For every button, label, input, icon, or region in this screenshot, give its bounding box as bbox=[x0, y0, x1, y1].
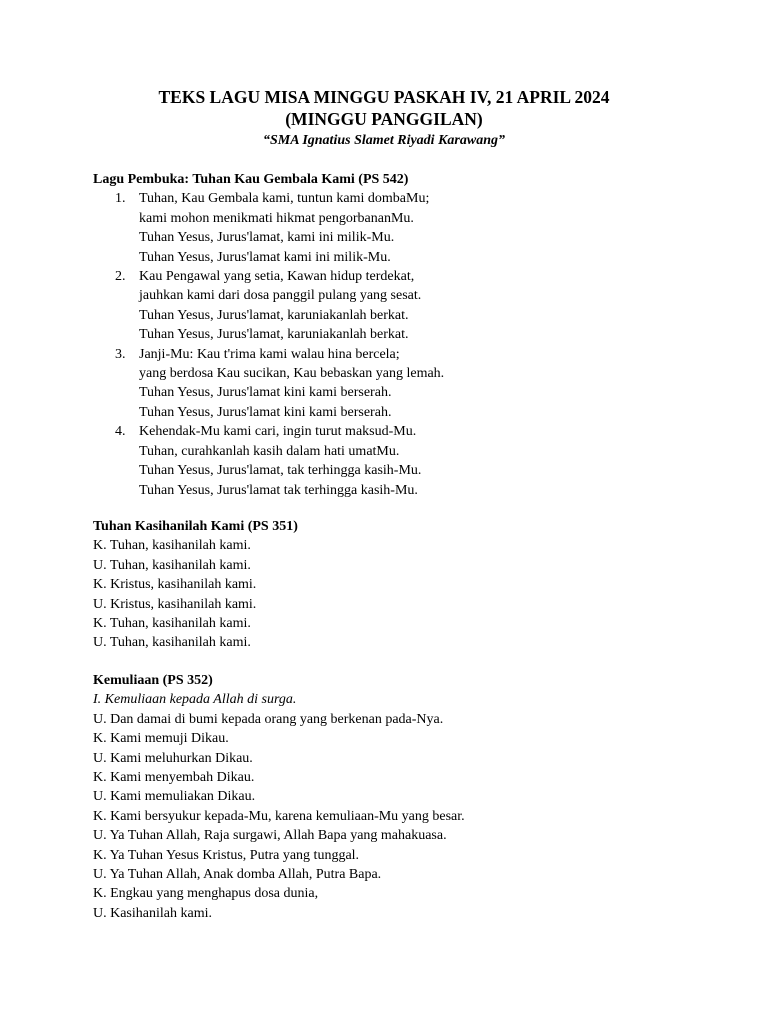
verse-number: 1. bbox=[115, 191, 126, 207]
section-gloria bbox=[93, 671, 713, 923]
response-line: U. Kristus, kasihanilah kami. bbox=[93, 596, 257, 612]
response-line: U. Kami memuliakan Dikau. bbox=[93, 789, 256, 805]
verse-line: jauhkan kami dari dosa panggil pulang yang sesat. bbox=[139, 288, 422, 304]
verse-line: Tuhan Yesus, Jurus'lamat tak terhingga kasih-Mu. bbox=[139, 482, 418, 498]
document-title-line1: TEKS LAGU MISA MINGGU PASKAH IV, 21 APRIL 2024 bbox=[158, 87, 610, 107]
document-title-line2: (MINGGU PANGGILAN) bbox=[285, 109, 483, 129]
response-line: U. Dan damai di bumi kepada orang yang berkenan pada-Nya. bbox=[93, 711, 444, 727]
document-subtitle: “SMA Ignatius Slamet Riyadi Karawang” bbox=[263, 133, 505, 148]
verse-line: Tuhan Yesus, Jurus'lamat kini kami berserah. bbox=[139, 404, 392, 420]
section-heading-gloria: Kemuliaan (PS 352) bbox=[93, 673, 213, 688]
verse-line: Tuhan Yesus, Jurus'lamat kini kami berserah. bbox=[139, 385, 392, 401]
section-heading-kyrie: Tuhan Kasihanilah Kami (PS 351) bbox=[93, 519, 298, 534]
response-line: U. Ya Tuhan Allah, Anak domba Allah, Putra Bapa. bbox=[93, 867, 382, 883]
response-line: U. Ya Tuhan Allah, Raja surgawi, Allah Bapa yang mahakuasa. bbox=[93, 828, 447, 844]
verse-2 bbox=[93, 267, 713, 345]
response-line: K. Ya Tuhan Yesus Kristus, Putra yang tunggal. bbox=[93, 847, 360, 863]
verse-line: Tuhan, curahkanlah kasih dalam hati umatMu. bbox=[139, 443, 400, 459]
verse-1 bbox=[93, 189, 713, 267]
verse-line: Tuhan Yesus, Jurus'lamat kami ini milik-Mu. bbox=[139, 249, 391, 265]
response-line: K. Engkau yang menghapus dosa dunia, bbox=[93, 886, 319, 902]
verse-line: Kehendak-Mu kami cari, ingin turut maksud-Mu. bbox=[139, 424, 417, 440]
response-line: U. Kasihanilah kami. bbox=[93, 905, 212, 921]
response-line: K. Kami bersyukur kepada-Mu, karena kemuliaan-Mu yang besar. bbox=[93, 808, 465, 824]
verse-line: Tuhan Yesus, Jurus'lamat, tak terhingga kasih-Mu. bbox=[139, 463, 422, 479]
verse-line: Kau Pengawal yang setia, Kawan hidup terdekat, bbox=[139, 269, 415, 285]
response-line: U. Kami meluhurkan Dikau. bbox=[93, 750, 253, 766]
response-line: K. Kami memuji Dikau. bbox=[93, 731, 229, 747]
section-kyrie bbox=[93, 517, 713, 653]
verse-number: 2. bbox=[115, 269, 126, 285]
response-line: K. Tuhan, kasihanilah kami. bbox=[93, 538, 251, 554]
verse-4 bbox=[93, 422, 713, 500]
verse-line: Tuhan Yesus, Jurus'lamat, karuniakanlah berkat. bbox=[139, 327, 409, 343]
verse-line: Janji-Mu: Kau t'rima kami walau hina bercela; bbox=[139, 346, 400, 362]
gloria-intro-line: I. Kemuliaan kepada Allah di surga. bbox=[93, 692, 297, 708]
verse-line: yang berdosa Kau sucikan, Kau bebaskan yang lemah. bbox=[139, 366, 445, 382]
section-heading-pembuka: Lagu Pembuka: Tuhan Kau Gembala Kami (PS 542) bbox=[93, 172, 409, 187]
section-lagu-pembuka bbox=[93, 170, 713, 500]
verse-number: 4. bbox=[115, 424, 126, 440]
verse-number: 3. bbox=[115, 346, 126, 362]
verse-3 bbox=[93, 345, 713, 423]
response-line: K. Kami menyembah Dikau. bbox=[93, 770, 255, 786]
response-line: K. Tuhan, kasihanilah kami. bbox=[93, 616, 251, 632]
response-line: U. Tuhan, kasihanilah kami. bbox=[93, 557, 251, 573]
verse-line: Tuhan Yesus, Jurus'lamat, karuniakanlah berkat. bbox=[139, 307, 409, 323]
verse-line: kami mohon menikmati hikmat pengorbananMu. bbox=[139, 210, 414, 226]
response-line: U. Tuhan, kasihanilah kami. bbox=[93, 635, 251, 651]
verse-line: Tuhan, Kau Gembala kami, tuntun kami dombaMu; bbox=[139, 191, 430, 207]
verse-line: Tuhan Yesus, Jurus'lamat, kami ini milik-Mu. bbox=[139, 230, 395, 246]
response-line: K. Kristus, kasihanilah kami. bbox=[93, 577, 257, 593]
